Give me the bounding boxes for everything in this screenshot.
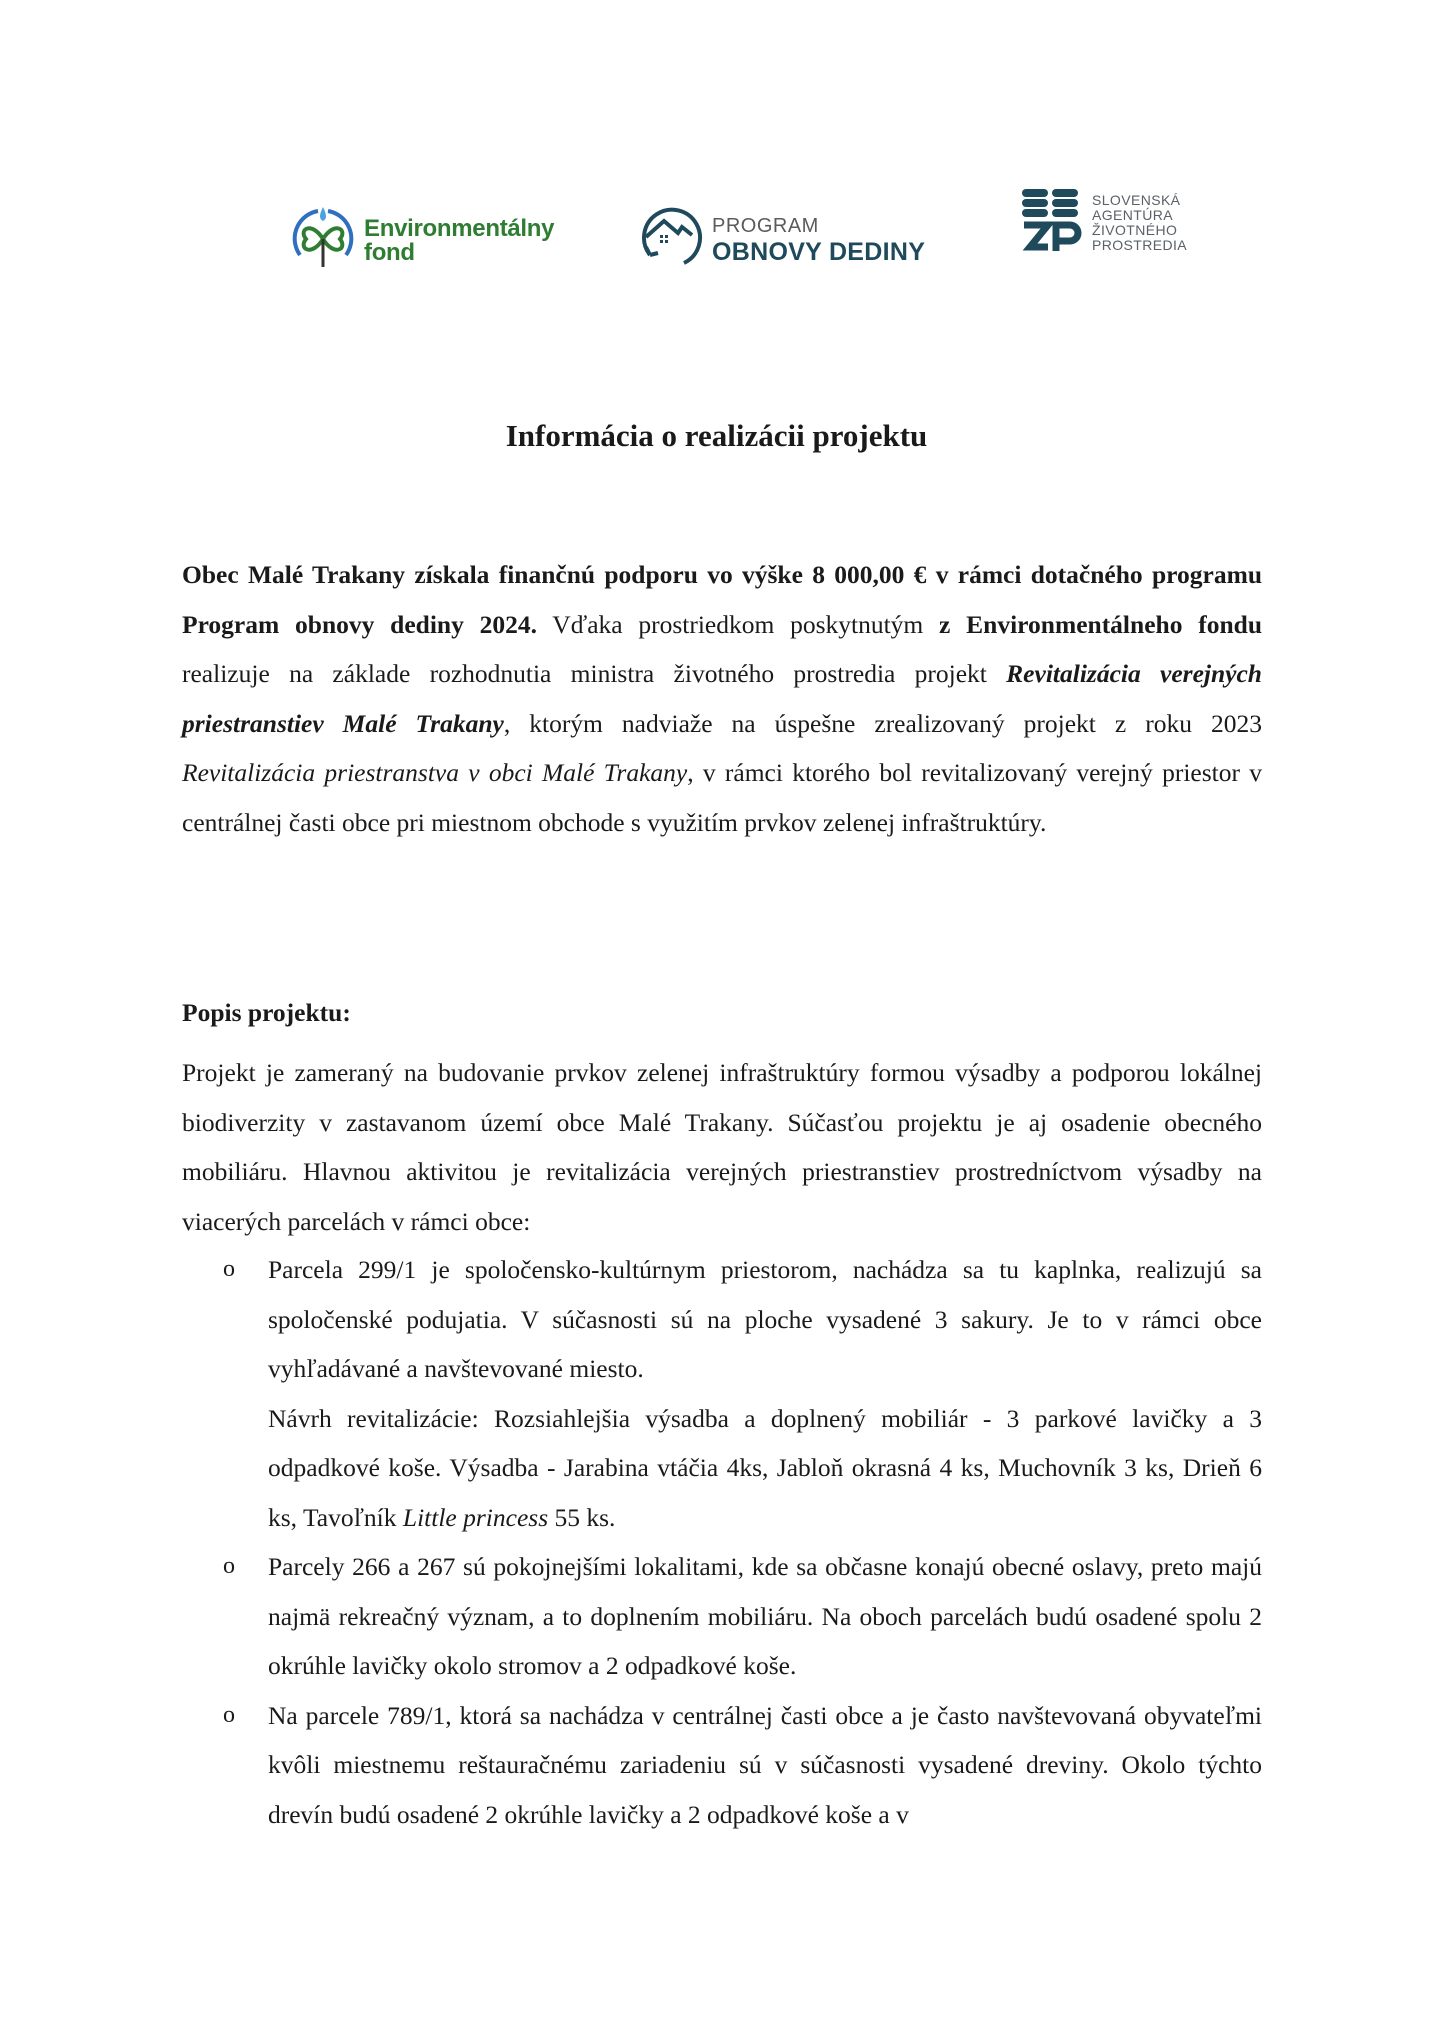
program-logo-line1: PROGRAM bbox=[712, 214, 819, 237]
proposal-text: Návrh revitalizácie: Rozsiahlejšia výsadba a doplnený mobiliár - 3 parkové lavičky a 3 odpadkové koše. Výsadba - Jarabina vtáčia 4ks, Jabloň okrasná 4 ks, Muchovník 3 ks, Drieň 6 ks, Tavoľník bbox=[268, 1403, 1262, 1532]
list-item bbox=[182, 1245, 1262, 1542]
parcel-description: Parcely 266 a 267 sú pokojnejšími lokalitami, kde sa občasne konajú obecné oslavy, preto majú najmä rekreačný význam, a to doplnením mobiliáru. Na oboch parcelách budú osadené spolu 2 okrúhle lavičky okolo stromov a 2 odpadkové koše. bbox=[268, 1552, 1262, 1680]
program-logo-line2: OBNOVY DEDINY bbox=[712, 237, 926, 266]
intro-text-1: Vďaka prostriedkom poskytnutým bbox=[536, 609, 940, 639]
sazp-logo bbox=[1020, 185, 1187, 260]
sazp-monogram-icon bbox=[1020, 185, 1082, 260]
environmental-fund-logo bbox=[288, 203, 554, 278]
sazp-line3: ŽIVOTNÉHO bbox=[1092, 221, 1178, 238]
sazp-line2: AGENTÚRA bbox=[1092, 206, 1173, 223]
logo-header bbox=[0, 185, 1433, 295]
document-title: Informácia o realizácii projektu bbox=[505, 418, 928, 453]
parcel-list bbox=[182, 1245, 1262, 1839]
plant-variety: Little princess bbox=[402, 1502, 549, 1532]
parcel-description: Na parcele 789/1, ktorá sa nachádza v centrálnej časti obce a je často navštevovaná obyvateľmi kvôli miestnemu reštauračnému zariadeniu sú v súčasnosti vysadené dreviny. Okolo týchto drevín budú osadené 2 okrúhle lavičky a 2 odpadkové koše a v bbox=[268, 1700, 1262, 1829]
sazp-line4: PROSTREDIA bbox=[1092, 236, 1188, 253]
list-item bbox=[182, 1542, 1262, 1691]
leaf-drop-logo-icon bbox=[288, 203, 358, 278]
bullet-marker: o bbox=[223, 1701, 235, 1728]
bullet-marker: o bbox=[223, 1553, 235, 1579]
description-heading: Popis projektu: bbox=[182, 998, 351, 1027]
parcel-description: Parcela 299/1 je spoločensko-kultúrnym priestorom, nachádza sa tu kaplnka, realizujú sa spoločenské podujatia. V súčasnosti sú na ploche vysadené 3 sakury. Je to v rámci obce vyhľadávané a navštevované miesto. bbox=[268, 1255, 1262, 1383]
fund-reference: z Environmentálneho fondu bbox=[939, 609, 1263, 639]
previous-project-name: Revitalizácia priestranstva v obci Malé Trakany bbox=[182, 758, 688, 787]
intro-paragraph bbox=[182, 550, 1262, 847]
project-name: Revitalizácia verejných priestranstiev Malé Trakany bbox=[182, 659, 1262, 738]
sazp-line1: SLOVENSKÁ bbox=[1092, 191, 1181, 208]
revitalization-proposal bbox=[268, 1394, 1262, 1543]
house-circle-logo-icon bbox=[636, 203, 704, 276]
environmental-fund-name-line1: Environmentálny bbox=[364, 214, 555, 242]
program-obnovy-dediny-logo bbox=[636, 203, 925, 276]
list-item bbox=[182, 1691, 1262, 1840]
intro-text-2: realizuje na základe rozhodnutia ministra životného prostredia projekt bbox=[182, 659, 1007, 688]
funding-statement: Obec Malé Trakany získala finančnú podporu vo výške 8 000,00 € v rámci dotačného programu Program obnovy dediny 2024. bbox=[182, 560, 1262, 639]
intro-text-4: , v rámci ktorého bol revitalizovaný verejný priestor v centrálnej časti obce pri miestnom obchode s využitím prvkov zelenej infraštruktúry. bbox=[182, 758, 1262, 837]
bullet-marker: o bbox=[223, 1256, 235, 1282]
description-paragraph: Projekt je zameraný na budovanie prvkov zelenej infraštruktúry formou výsadby a podporou lokálnej biodiverzity v zastavanom území obce Malé Trakany. Súčasťou projektu je aj osadenie obecného mobiliáru. Hlavnou aktivitou je revitalizácia verejných priestranstiev prostredníctvom výsadby na viacerých parcelách v rámci obce: bbox=[182, 1058, 1262, 1236]
proposal-text-end: 55 ks. bbox=[548, 1502, 616, 1532]
environmental-fund-name-line2: fond bbox=[364, 238, 415, 266]
intro-text-3: , ktorým nadviaže na úspešne zrealizovaný projekt z roku 2023 bbox=[503, 708, 1262, 738]
